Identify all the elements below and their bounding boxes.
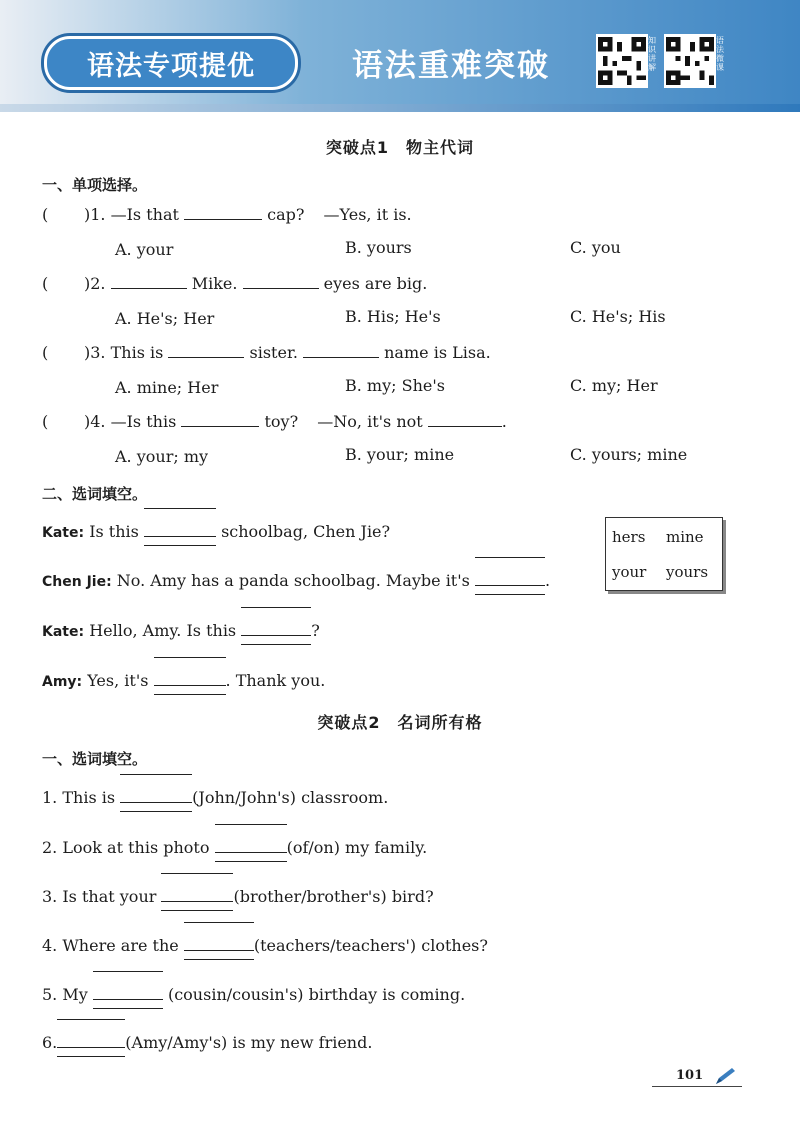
option-c: C. my; Her [570,376,658,395]
dialogue-line [42,571,550,590]
answer-blank[interactable] [475,571,545,586]
option-a: A. He's; Her [115,309,215,328]
section-title: 突破点1 物主代词 [325,138,475,157]
answer-blank[interactable] [184,205,262,220]
option-b: B. your; mine [345,445,455,464]
dialogue-pre: Is this [89,522,139,541]
question-number: )3. [84,343,106,362]
dialogue-line [42,671,325,690]
option-c: C. you [570,238,621,257]
dialogue-pre: Yes, it's [87,671,149,690]
word-option: yours [666,563,709,581]
item-choice: (of/on) [286,838,340,857]
qr-code-icon[interactable] [664,34,716,88]
item-choice: (Amy/Amy's) [125,1033,228,1052]
item-number: 5. [42,985,58,1004]
question-number: )1. [84,205,106,224]
topic-pill [44,36,298,90]
question-text [84,205,412,224]
option-b: B. yours [345,238,412,257]
dialogue-post: . [544,571,551,590]
answer-blank[interactable] [215,838,287,853]
fill-item [42,936,488,955]
item-post: my family. [345,838,428,857]
item-choice: (cousin/cousin's) [167,985,304,1004]
word-option: mine [666,528,704,546]
answer-paren-open: ( [42,274,49,293]
question-post: eyes are big. [323,274,428,293]
section-title: 突破点2 名词所有格 [317,713,483,732]
word-bank-box [605,517,723,591]
question-text [84,274,427,293]
dialogue-line [42,621,320,640]
page-header [0,0,800,112]
item-choice: (teachers/teachers') [253,936,417,955]
item-post: bird? [391,887,434,906]
question-pre: —Is this [110,412,177,431]
answer-blank[interactable] [168,343,244,358]
dialogue-post: schoolbag, Chen Jie? [221,522,391,541]
page-number-rule [652,1086,742,1087]
speaker: Kate: [42,525,85,541]
answer-paren-open: ( [42,412,49,431]
option-c: C. yours; mine [570,445,688,464]
question-reply: —No, it's not [317,412,423,431]
fill-item [42,788,388,807]
answer-blank[interactable] [428,412,502,427]
item-choice: (brother/brother's) [233,887,387,906]
question-row [42,412,48,431]
item-number: 1. [42,788,58,807]
dialogue-pre: No. Amy has a panda schoolbag. Maybe it's [116,571,470,590]
answer-blank[interactable] [241,621,311,636]
answer-blank[interactable] [303,343,379,358]
qr-label: 语法微课 [716,36,724,72]
question-number: )2. [84,274,106,293]
answer-blank[interactable] [243,274,319,289]
dialogue-line [42,522,390,541]
item-number: 4. [42,936,58,955]
item-post: classroom. [301,788,389,807]
answer-blank[interactable] [161,887,233,902]
item-post: is my new friend. [232,1033,373,1052]
item-pre: Look at this photo [62,838,210,857]
item-pre: Where are the [62,936,179,955]
fill-item [42,985,465,1004]
speaker: Kate: [42,624,85,640]
question-mid: toy? [264,412,299,431]
item-number: 2. [42,838,58,857]
option-b: B. His; He's [345,307,441,326]
question-post: name is Lisa. [384,343,491,362]
question-reply: —Yes, it is. [323,205,412,224]
item-pre: Is that your [62,887,157,906]
part-heading: 二、选词填空。 [42,485,148,503]
banner-title: 语法重难突破 [352,48,550,84]
question-row [42,343,48,362]
item-number: 3. [42,887,58,906]
question-post: . [501,412,507,431]
question-mid: Mike. [191,274,238,293]
question-row [42,274,48,293]
answer-blank[interactable] [181,412,259,427]
answer-blank[interactable] [144,522,216,537]
dialogue-post: . Thank you. [225,671,326,690]
answer-blank[interactable] [57,1033,125,1048]
answer-paren-open: ( [42,205,49,224]
question-text [84,412,507,431]
answer-blank[interactable] [111,274,187,289]
question-number: )4. [84,412,106,431]
dialogue-pre: Hello, Amy. Is this [89,621,237,640]
option-c: C. He's; His [570,307,666,326]
item-post: clothes? [421,936,488,955]
answer-blank[interactable] [93,985,163,1000]
page-number: 101 [676,1068,704,1083]
part-heading: 一、选词填空。 [42,750,148,768]
speaker: Amy: [42,674,83,690]
pencil-icon [714,1066,738,1086]
item-post: birthday is coming. [308,985,466,1004]
option-b: B. my; She's [345,376,445,395]
question-pre: —Is that [110,205,179,224]
word-option: hers [612,528,646,546]
topic-pill-label: 语法专项提优 [87,50,255,82]
word-option: your [612,563,647,581]
fill-item [42,838,427,857]
question-mid: cap? [267,205,305,224]
dialogue-post: ? [311,621,320,640]
speaker: Chen Jie: [42,574,112,590]
item-choice: (John/John's) [192,788,296,807]
option-a: A. your; my [115,447,209,466]
qr-label: 知识讲解 [648,36,656,72]
question-pre: This is [110,343,164,362]
answer-blank[interactable] [184,936,254,951]
answer-blank[interactable] [120,788,192,803]
option-a: A. mine; Her [115,378,219,397]
question-row [42,205,48,224]
fill-item [42,1033,372,1052]
answer-blank[interactable] [154,671,226,686]
item-pre: My [62,985,88,1004]
option-a: A. your [115,240,174,259]
item-number: 6. [42,1033,58,1052]
part-heading: 一、单项选择。 [42,176,148,194]
question-text [84,343,491,362]
item-pre: This is [62,788,116,807]
question-mid: sister. [249,343,298,362]
answer-paren-open: ( [42,343,49,362]
fill-item [42,887,434,906]
qr-code-icon[interactable] [596,34,648,88]
